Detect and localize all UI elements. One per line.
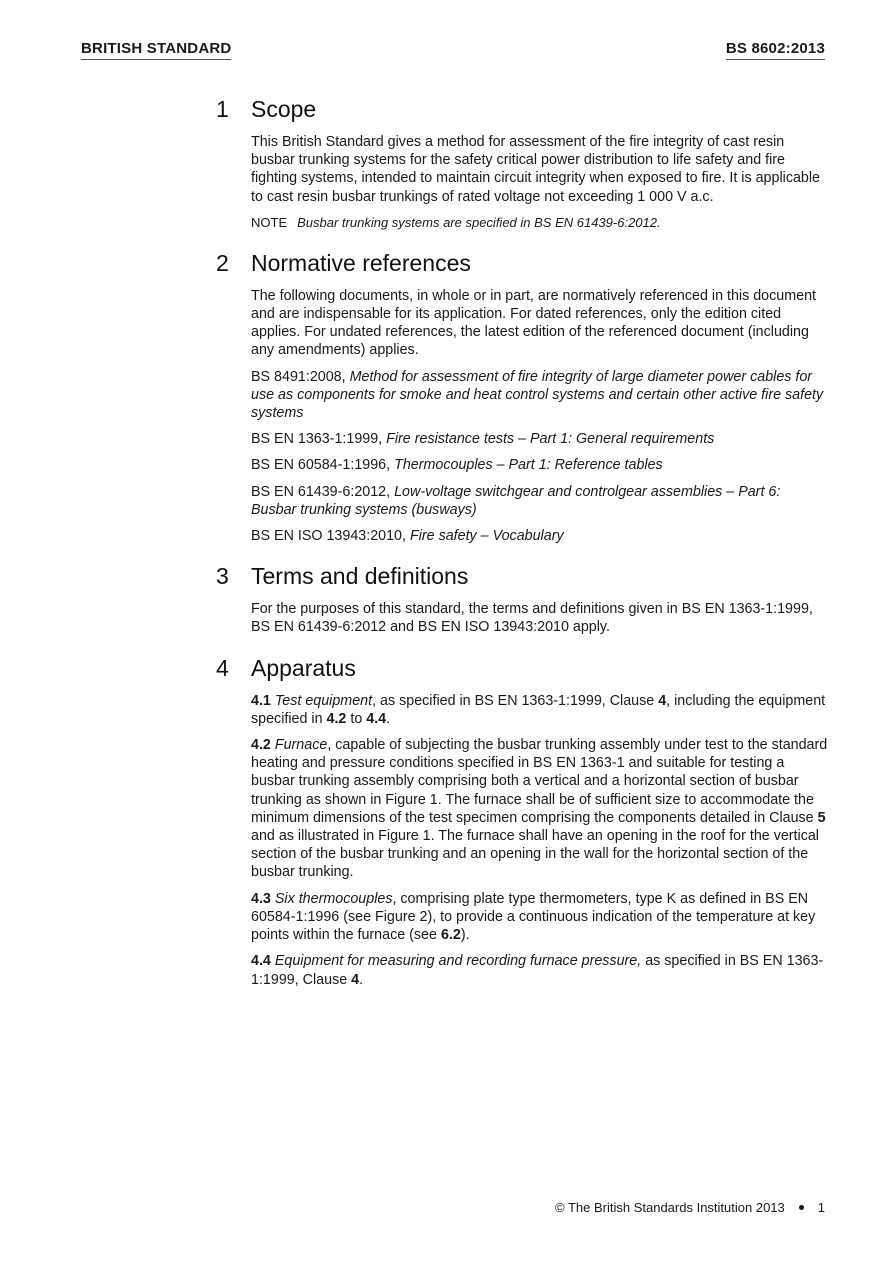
paragraph: The following documents, in whole or in part, are normatively referenced in this document and are indispensable for its application. For dated references, only the edition cited applies. For undated references, the latest edition of the referenced document (including any amendments) applies. (251, 287, 817, 359)
reference-entry (251, 456, 828, 474)
clause-4-1 (251, 692, 828, 728)
clause-text: and as illustrated in Figure 1. The furnace shall have an opening in the roof for the vertical section of the busbar trunking and an opening in the wall for the horizontal section of the busbar trunking. (251, 828, 819, 881)
reference-title: Low-voltage switchgear and controlgear assemblies – Part 6: Busbar trunking systems (busways) (251, 483, 781, 518)
clause-text: to (346, 710, 367, 727)
reference-title: Fire safety – Vocabulary (409, 528, 564, 545)
reference-title: Fire resistance tests – Part 1: General requirements (386, 431, 715, 448)
reference-entry (251, 430, 828, 448)
running-head-left: BRITISH STANDARD (81, 40, 231, 60)
section-title: Scope (251, 96, 317, 122)
clause-term: Furnace (274, 737, 328, 754)
cross-reference: 6.2 (440, 927, 461, 944)
section-title: Terms and definitions (251, 563, 469, 590)
paragraph: For the purposes of this standard, the terms and definitions given in BS EN 1363-1:1999, BS EN 61439-6:2012 and BS EN ISO 13943:2010 apply. (251, 601, 813, 636)
section-number: 1 (216, 96, 229, 122)
cross-reference: 5 (817, 809, 826, 826)
section-normative-references (216, 250, 828, 545)
clause-term: Six thermocouples (274, 890, 393, 907)
clause-text: as specified in BS EN 1363-1:1999, Clause (251, 953, 824, 988)
note-text: Busbar trunking systems are specified in BS EN 61439-6:2012. (297, 214, 661, 230)
document-body (216, 96, 828, 1007)
clause-number: 4.2 (251, 737, 271, 754)
section-heading (216, 96, 828, 123)
section-heading (216, 250, 828, 277)
clause-number: 4.1 (251, 692, 271, 709)
reference-id: BS EN 61439-6:2012, (251, 483, 391, 500)
reference-id: BS EN 60584-1:1996, (251, 457, 391, 474)
section-title: Normative references (251, 249, 471, 276)
clause-text: . (359, 971, 364, 988)
note (251, 214, 828, 232)
clause-4-2 (251, 736, 828, 882)
section-number: 3 (216, 563, 229, 590)
section-apparatus (216, 655, 828, 989)
running-head-right: BS 8602:2013 (726, 40, 825, 60)
section-heading (216, 655, 828, 682)
bullet-separator (799, 1205, 804, 1210)
clause-text: ). (460, 927, 470, 944)
clause-term: Equipment for measuring and recording furnace pressure, (274, 953, 642, 970)
cross-reference: 4 (351, 971, 360, 988)
reference-id: BS EN ISO 13943:2010, (251, 528, 406, 545)
reference-entry (251, 527, 828, 545)
reference-id: BS EN 1363-1:1999, (251, 431, 383, 448)
cross-reference: 4.4 (366, 710, 387, 727)
copyright-notice: © The British Standards Institution 2013 (555, 1200, 785, 1215)
clause-number: 4.4 (251, 953, 271, 970)
clause-text: , comprising plate type thermometers, type K as defined in BS EN 60584-1:1996 (see Figure 2), to provide a continuous indication of the temperature at key points within the furnace (see (251, 890, 816, 944)
clause-text: , as specified in BS EN 1363-1:1999, Clause (372, 692, 659, 709)
clause-number: 4.3 (251, 890, 271, 907)
clause-term: Test equipment (274, 692, 373, 709)
clause-text: . (386, 710, 391, 727)
note-label: NOTE (251, 214, 288, 230)
section-title: Apparatus (251, 654, 356, 681)
clause-4-4 (251, 952, 828, 988)
clause-text: , capable of subjecting the busbar trunking assembly under test to the standard heating and pressure conditions specified in BS EN 1363-1 and suitable for testing a busbar trunking assembly comprising both a vertical and a horizontal section of busbar trunking as shown in Figure 1. The furnace shall be of sufficient size to accommodate the minimum dimensions of the test specimen comprising the components detailed in Clause (251, 737, 828, 826)
section-terms-and-definitions (216, 563, 828, 636)
reference-title: Method for assessment of fire integrity of large diameter power cables for use as components for smoke and heat control systems and certain other active fire safety systems (251, 368, 824, 422)
reference-entry (251, 368, 828, 423)
reference-title: Thermocouples – Part 1: Reference tables (394, 457, 663, 474)
cross-reference: 4.2 (326, 710, 347, 727)
page-number: 1 (817, 1200, 825, 1215)
section-scope (216, 96, 828, 232)
section-number: 4 (216, 654, 229, 681)
reference-entry (251, 483, 828, 519)
reference-id: BS 8491:2008, (251, 368, 346, 385)
page-footer (555, 1200, 825, 1215)
cross-reference: 4 (658, 692, 667, 709)
paragraph: This British Standard gives a method for assessment of the fire integrity of cast resin busbar trunking systems for the safety critical power distribution to life safety and fire fighting systems, intended to maintain circuit integrity when exposed to fire. It is applicable to cast resin busbar trunkings of rated voltage not exceeding 1 000 V a.c. (251, 134, 820, 205)
section-number: 2 (216, 249, 229, 276)
clause-text: , including the equipment specified in (251, 692, 826, 727)
section-heading (216, 563, 828, 590)
clause-4-3 (251, 890, 828, 945)
